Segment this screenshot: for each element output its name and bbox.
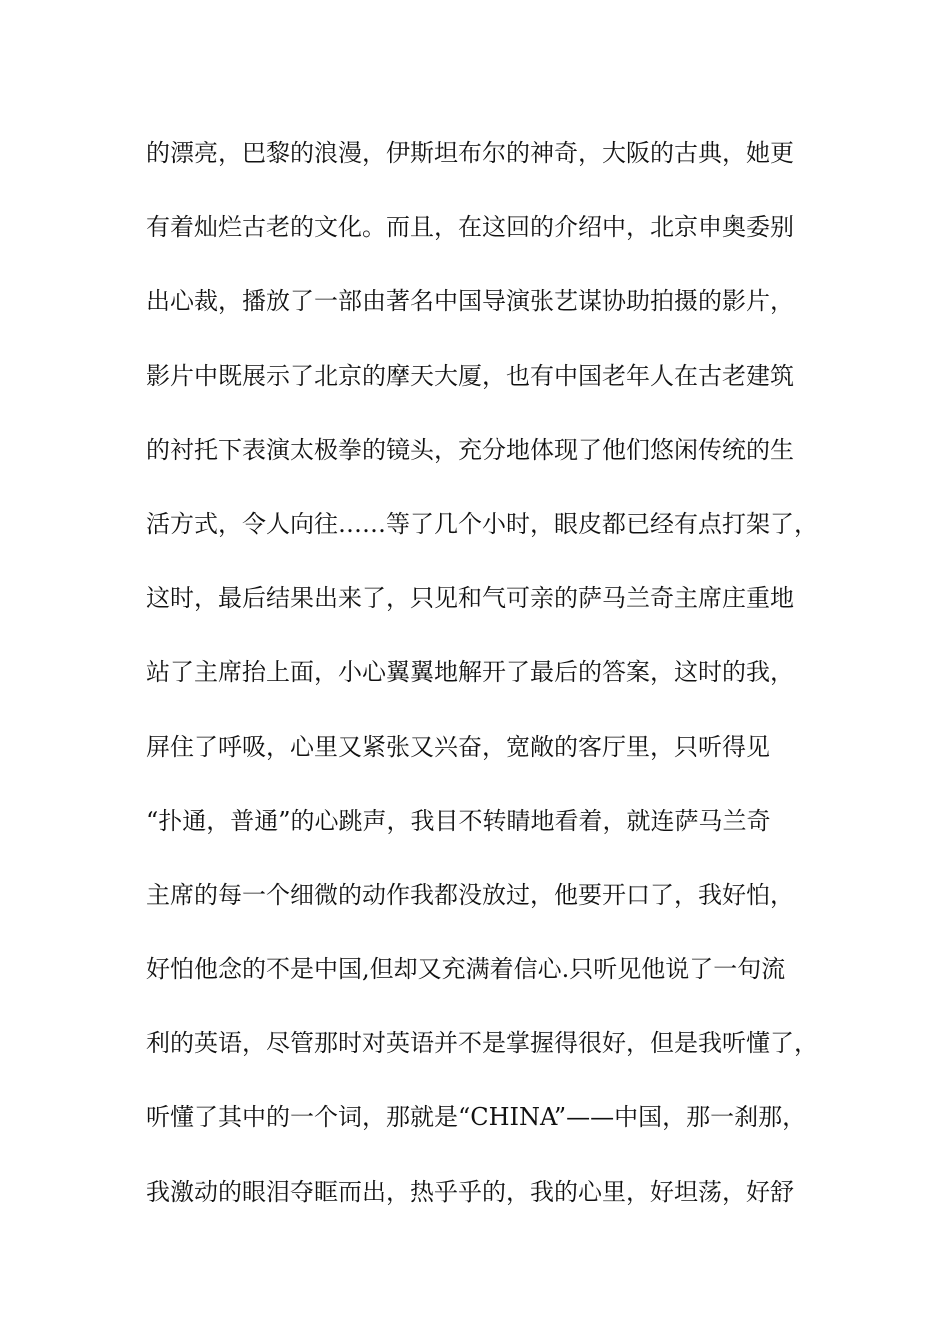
text-line: 站了主席抬上面，小心翼翼地解开了最后的答案，这时的我，	[146, 658, 794, 687]
text-line: 活方式，令人向往……等了几个小时，眼皮都已经有点打架了，	[146, 509, 818, 538]
text-line: 利的英语，尽管那时对英语并不是掌握得很好，但是我听懂了，	[146, 1029, 818, 1058]
text-line: 出心裁，播放了一部由著名中国导演张艺谋协助拍摄的影片，	[146, 287, 794, 316]
text-line: 主席的每一个细微的动作我都没放过，他要开口了，我好怕，	[146, 880, 794, 909]
text-line: 这时，最后结果出来了，只见和气可亲的萨马兰奇主席庄重地	[146, 584, 794, 613]
text-line: “扑通，普通”的心跳声，我目不转睛地看着，就连萨马兰奇	[146, 806, 771, 835]
text-line: 影片中既展示了北京的摩天大厦，也有中国老年人在古老建筑	[146, 361, 794, 390]
body-text	[146, 133, 836, 1246]
text-line: 的漂亮，巴黎的浪漫，伊斯坦布尔的神奇，大阪的古典，她更	[146, 139, 794, 167]
text-line: 屏住了呼吸，心里又紧张又兴奋，宽敞的客厅里，只听得见	[146, 732, 770, 761]
text-line: 好怕他念的不是中国,但却又充满着信心.只听见他说了一句流	[146, 955, 786, 984]
text-line: 有着灿烂古老的文化。而且，在这回的介绍中，北京申奥委别	[146, 213, 794, 242]
text-line: 我激动的眼泪夺眶而出，热乎乎的，我的心里，好坦荡，好舒	[146, 1177, 794, 1206]
text-line: 的衬托下表演太极拳的镜头，充分地体现了他们悠闲传统的生	[146, 435, 794, 464]
text-line: 听懂了其中的一个词，那就是“CHINA”——中国，那一刹那，	[146, 1103, 807, 1132]
